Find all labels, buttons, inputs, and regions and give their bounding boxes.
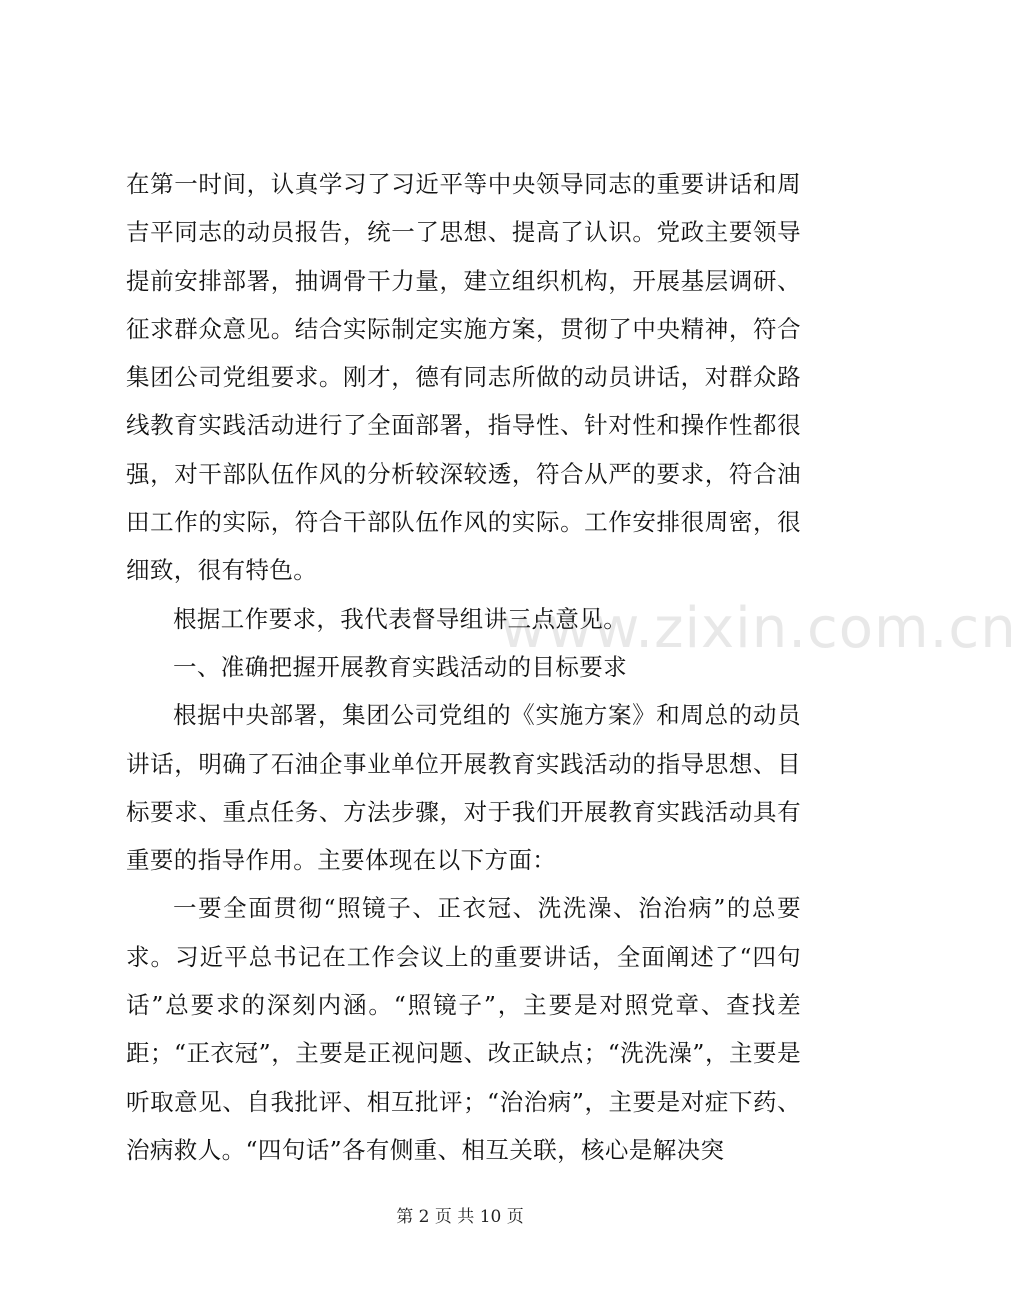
section-heading-1: 一、准确把握开展教育实践活动的目标要求 [173, 652, 628, 681]
paragraph-central-deployment: 根据中央部署，集团公司党组的《实施方案》和周总的动员讲话，明确了石油企事业单位开展教育实践活动的指导思想、目标要求、重点任务、方法步骤，对于我们开展教育实践活动具有重要的指导作用。主要体现在以下方面： [126, 701, 801, 875]
page-footer: 第 2 页 共 10 页 [396, 1207, 524, 1227]
paragraph-intro-continuation: 在第一时间，认真学习了习近平等中央领导同志的重要讲话和周吉平同志的动员报告，统一了思想、提高了认识。党政主要领导提前安排部署，抽调骨干力量，建立组织机构，开展基层调研、征求群众意见。结合实际制定实施方案，贯彻了中央精神，符合集团公司党组要求。刚才，德有同志所做的动员讲话，对群众路线教育实践活动进行了全面部署，指导性、针对性和操作性都很强，对干部队伍作风的分析较深较透，符合从严的要求，符合油田工作的实际，符合干部队伍作风的实际。工作安排很周密，很细致，很有特色。 [126, 170, 801, 585]
paragraph-opinions-intro: 根据工作要求，我代表督导组讲三点意见。 [173, 604, 628, 633]
paragraph-four-sentences: 一要全面贯彻“照镜子、正衣冠、洗洗澡、治治病”的总要求。习近平总书记在工作会议上的重要讲话，全面阐述了“四句话”总要求的深刻内涵。“照镜子”，主要是对照党章、查找差距；“正衣冠”，主要是正视问题、改正缺点；“洗洗澡”，主要是听取意见、自我批评、相互批评；“治治病”，主要是对症下药、治病救人。“四句话”各有侧重、相互关联，核心是解决突 [126, 894, 801, 1164]
watermark: www.zixin.com.cn [500, 596, 1017, 661]
document-body [126, 160, 801, 1174]
